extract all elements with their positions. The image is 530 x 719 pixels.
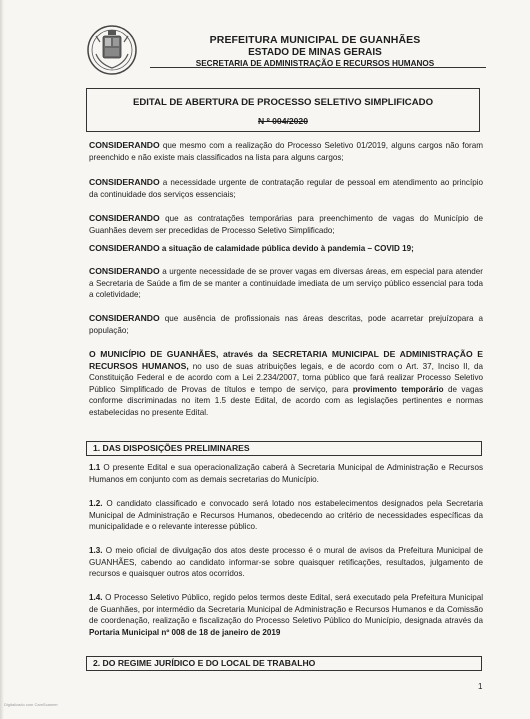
item-text: O meio oficial de divulgação dos atos deste processo é o mural de avisos da Prefeitura Municipal de GUANHÃES, cabendo ao candidato informar-se sobre quaisquer retificações, resultados, julgamento de recursos e quaisquer outros atos ocorridos. [89,546,484,579]
considerando-lead: CONSIDERANDO [89,177,160,187]
intro-text-a: no uso de suas atribuições legais, e de acordo com o Art. 37, Inciso II, da Constituição Federal e de acordo com a Lei 2.234/2007, torna público que fará realizar Processo Seletivo Público Simplificado de Provas de títulos e tempo de serviço, para [89,361,483,394]
edital-title-box [86,88,480,132]
considerando-2 [89,177,483,200]
item-bold-end: Portaria Municipal nº 008 de 18 de janeiro de 2019 [89,627,281,637]
letterhead-department: SECRETARIA DE ADMINISTRAÇÃO E RECURSOS HUMANOS [195,59,435,68]
edital-title: EDITAL DE ABERTURA DE PROCESSO SELETIVO SIMPLIFICADO [132,97,434,108]
item-number: 1.3. [89,546,103,555]
item-1-2 [89,498,483,533]
considerando-text: a urgente necessidade de se prover vagas em diversas áreas, em especial para atender a Secretaria de Saúde a fim de se manter a continuidade imediata de um serviço público essencial para toda a coletividade; [89,267,483,300]
letterhead-state: ESTADO DE MINAS GERAIS [248,47,382,58]
item-text: O Processo Seletivo Público, regido pelos termos deste Edital, será executado pela Prefeitura Municipal de Guanhães, por intermédio da Secretaria Municipal de Administração e Recursos Humanos e da Comissão de coordenação, realização e fiscalização do Processo Seletivo Público do Município, designada através da [89,593,483,626]
considerando-text: que mesmo com a realização do Processo Seletivo 01/2019, alguns cargos não foram preenchido e não existe mais classificados na lista para alguns cargos; [89,141,483,162]
edital-number: N º 004/2020 [258,116,308,126]
letterhead-municipality: PREFEITURA MUNICIPAL DE GUANHÃES [209,34,421,46]
item-text: O candidato classificado e convocado será lotado nos estabelecimentos designados pela Secretaria Municipal de Administração e Recursos Humanos, obedecendo ao critério de necessidades específicas da municipalidade e o relevante interesse público. [89,499,484,532]
page-number: 1 [478,682,483,691]
considerando-text: que ausência de profissionais nas áreas descritas, pode acarretar prejuízopara a população; [89,314,483,335]
item-number: 1.2. [89,499,103,508]
considerando-lead: CONSIDERANDO [89,266,160,276]
considerando-lead: CONSIDERANDO [89,313,160,323]
section-2-heading: 2. DO REGIME JURÍDICO E DO LOCAL DE TRABALHO [86,656,482,671]
intro-bold-start: O MUNICÍPIO DE GUANHÃES, através da SECRETARIA MUNICIPAL DE ADMINISTRAÇÃO E RECURSOS HUMANOS, [89,349,483,371]
considerando-5 [89,266,483,301]
header-divider [150,67,486,68]
intro-bold-mid: provimento temporário [352,384,444,394]
section-1-heading: 1. DAS DISPOSIÇÕES PRELIMINARES [86,441,482,456]
municipal-crest-icon [86,24,138,76]
considerando-lead: CONSIDERANDO [89,213,160,223]
item-1-1 [89,462,483,485]
considerando-1 [89,140,483,163]
item-1-3 [89,545,483,580]
considerando-text: a necessidade urgente de contratação regular de pessoal em atendimento ao princípio da continuidade dos serviços essenciais; [89,178,484,199]
considerando-lead: CONSIDERANDO [89,140,160,150]
scan-edge-shadow [0,0,4,719]
considerando-3 [89,213,483,236]
intro-text-b: de vagas conforme discriminadas no item 1.5 deste Edital, de acordo com as legislações pertinentes e normas estabelecidas no presente Edital. [89,384,484,417]
item-number: 1.1 [89,463,101,472]
considerando-text: a situação de calamidade pública devido à pandemia – COVID 19; [161,244,414,253]
scan-watermark: Digitalizado com CamScanner [4,702,58,707]
considerando-6 [89,313,483,336]
item-number: 1.4. [89,593,103,602]
letterhead [150,34,480,68]
intro-paragraph [89,349,483,419]
item-text: O presente Edital e sua operacionalização caberá à Secretaria Municipal de Administração e Recursos Humanos em conjunto com as demais secretarias do Município. [89,463,483,484]
considerando-4 [89,243,483,255]
item-1-4 [89,592,483,638]
considerando-text: que as contratações temporárias para preenchimento de vagas do Município de Guanhães devem ser precedidas de Processo Seletivo Simplificado; [89,214,483,235]
considerando-lead: CONSIDERANDO [89,243,160,253]
